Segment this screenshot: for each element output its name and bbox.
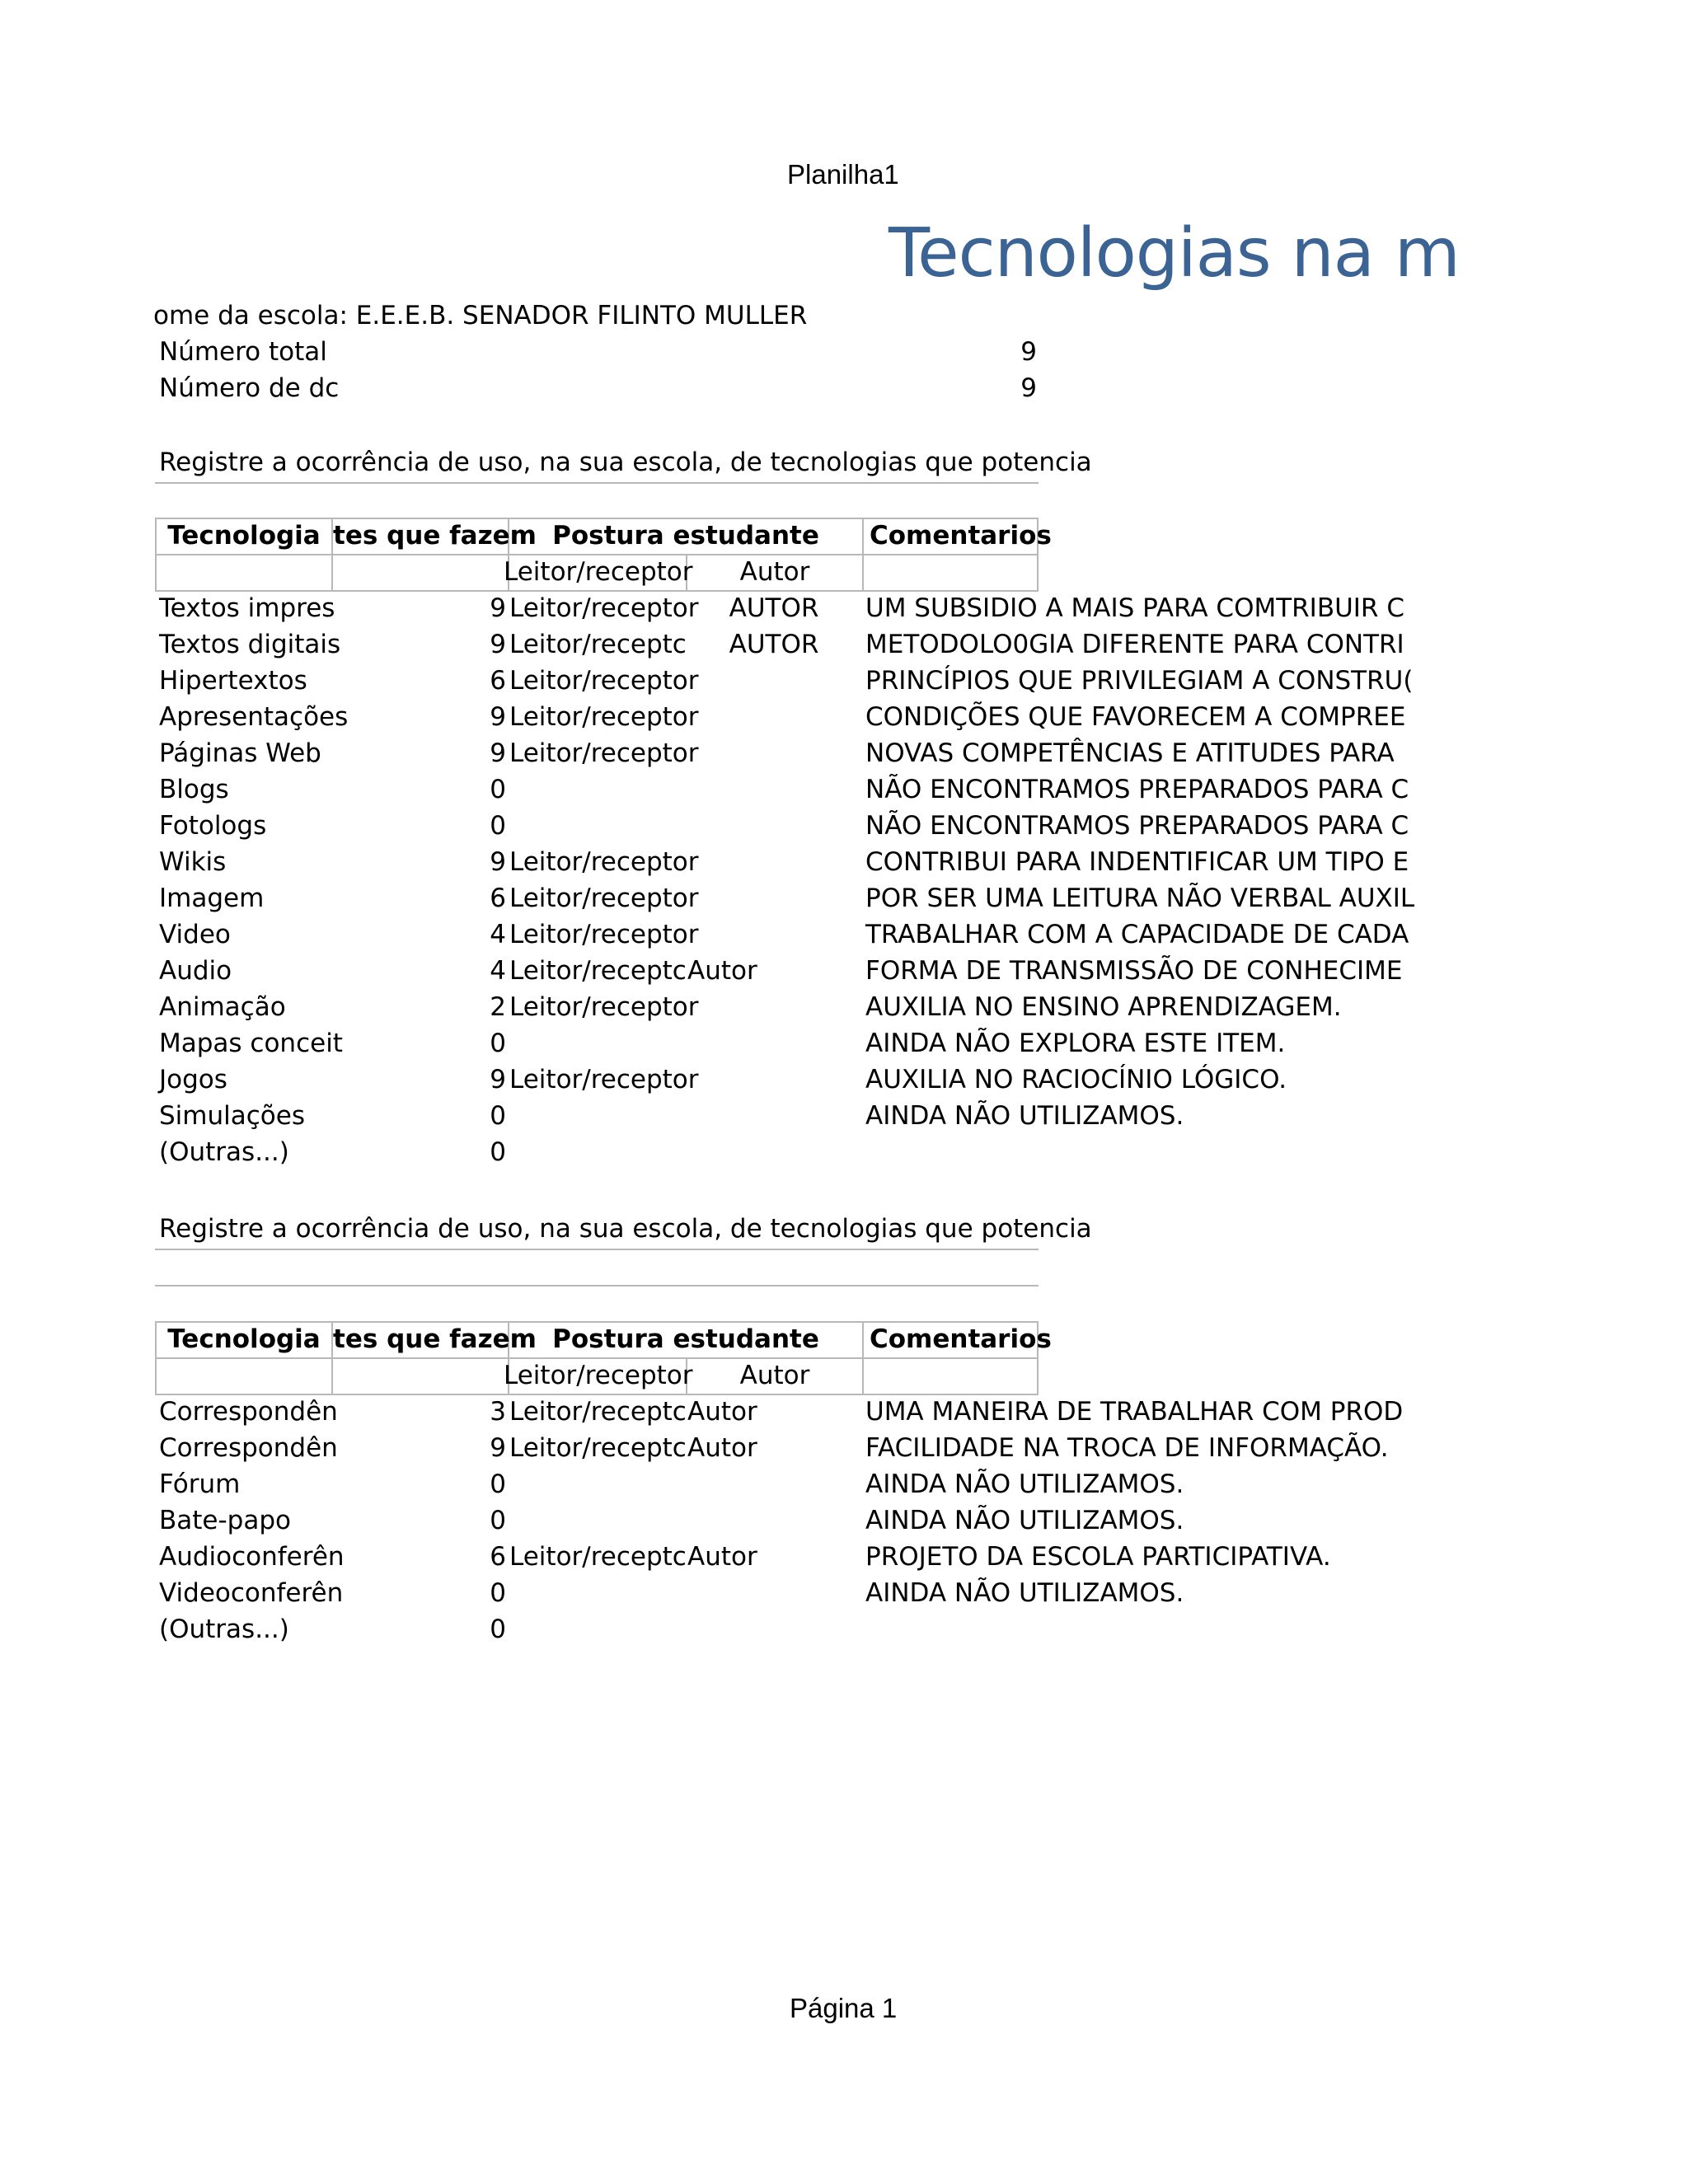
comment-cell: CONDIÇÕES QUE FAVORECEM A COMPREE bbox=[865, 702, 1406, 732]
leitor-cell: Leitor/receptor bbox=[509, 593, 699, 623]
leitor-cell bbox=[509, 771, 685, 808]
autor-cell: AUTOR bbox=[729, 630, 819, 659]
subheader-cell bbox=[155, 1357, 333, 1395]
autor-cell bbox=[687, 771, 860, 808]
autor-cell bbox=[687, 1134, 860, 1170]
count-cell: 9 bbox=[490, 1065, 506, 1094]
comment-cell: METODOLO0GIA DIFERENTE PARA CONTRI bbox=[865, 630, 1404, 659]
autor-cell: Autor bbox=[687, 956, 757, 986]
count-cell: 6 bbox=[490, 1542, 506, 1572]
subheader-cell bbox=[331, 1357, 509, 1395]
column-header-tecnologia: Tecnologia bbox=[167, 521, 321, 551]
leitor-cell bbox=[509, 1575, 685, 1611]
comment-cell: AINDA NÃO UTILIZAMOS. bbox=[865, 1469, 1184, 1499]
count-cell: 0 bbox=[490, 1506, 506, 1535]
leitor-cell: Leitor/receptor bbox=[509, 883, 699, 913]
leitor-cell bbox=[509, 1098, 685, 1134]
technology-cell: Wikis bbox=[159, 847, 227, 877]
count-cell: 0 bbox=[490, 1578, 506, 1608]
column-header-tecnologia: Tecnologia bbox=[167, 1324, 321, 1354]
technology-cell: Video bbox=[159, 920, 231, 949]
comment-cell: NOVAS COMPETÊNCIAS E ATITUDES PARA bbox=[865, 738, 1395, 768]
technology-cell: Correspondên bbox=[159, 1433, 338, 1463]
technology-cell: Fotologs bbox=[159, 811, 267, 841]
subheader-autor: Autor bbox=[739, 1361, 810, 1390]
divider bbox=[155, 482, 1039, 484]
leitor-cell: Leitor/receptor bbox=[509, 847, 699, 877]
autor-cell bbox=[687, 1025, 860, 1062]
technology-cell: Blogs bbox=[159, 775, 229, 804]
count-cell: 6 bbox=[490, 666, 506, 696]
autor-cell: Autor bbox=[687, 1397, 757, 1427]
subheader-cell bbox=[331, 554, 509, 592]
technology-cell: Audio bbox=[159, 956, 232, 986]
leitor-cell: Leitor/receptc bbox=[509, 1542, 687, 1572]
count-cell: 9 bbox=[490, 1433, 506, 1463]
subheader-leitor: Leitor/receptor bbox=[504, 557, 693, 587]
column-header-postura: Postura estudante bbox=[552, 521, 819, 551]
count-cell: 0 bbox=[490, 1137, 506, 1167]
leitor-cell: Leitor/receptor bbox=[509, 702, 699, 732]
subheader-cell bbox=[862, 554, 1039, 592]
count-cell: 9 bbox=[490, 593, 506, 623]
comment-cell: AINDA NÃO UTILIZAMOS. bbox=[865, 1506, 1184, 1535]
count-cell: 0 bbox=[490, 775, 506, 804]
leitor-cell: Leitor/receptc bbox=[509, 956, 687, 986]
technology-cell: Bate-papo bbox=[159, 1506, 291, 1535]
comment-cell: TRABALHAR COM A CAPACIDADE DE CADA bbox=[865, 920, 1409, 949]
autor-cell bbox=[687, 1062, 860, 1098]
leitor-cell bbox=[509, 1134, 685, 1170]
leitor-cell: Leitor/receptor bbox=[509, 666, 699, 696]
comment-cell: CONTRIBUI PARA INDENTIFICAR UM TIPO E bbox=[865, 847, 1409, 877]
autor-cell bbox=[687, 808, 860, 844]
comment-cell: AINDA NÃO EXPLORA ESTE ITEM. bbox=[865, 1029, 1286, 1058]
info-value: 9 bbox=[1020, 373, 1037, 403]
comment-cell: POR SER UMA LEITURA NÃO VERBAL AUXIL bbox=[865, 883, 1415, 913]
technology-cell: (Outras...) bbox=[159, 1137, 289, 1167]
count-cell: 6 bbox=[490, 883, 506, 913]
technology-cell: Imagem bbox=[159, 883, 265, 913]
comment-cell: UM SUBSIDIO A MAIS PARA COMTRIBUIR C bbox=[865, 593, 1404, 623]
technology-cell: Videoconferên bbox=[159, 1578, 344, 1608]
count-cell: 3 bbox=[490, 1397, 506, 1427]
comment-cell bbox=[865, 1611, 1393, 1647]
leitor-cell: Leitor/receptor bbox=[509, 920, 699, 949]
technology-cell: (Outras...) bbox=[159, 1615, 289, 1644]
comment-cell: AINDA NÃO UTILIZAMOS. bbox=[865, 1578, 1184, 1608]
comment-cell: FORMA DE TRANSMISSÃO DE CONHECIME bbox=[865, 956, 1403, 986]
divider bbox=[155, 1285, 1039, 1286]
leitor-cell: Leitor/receptor bbox=[509, 1065, 699, 1094]
comment-cell: PRINCÍPIOS QUE PRIVILEGIAM A CONSTRU( bbox=[865, 666, 1414, 696]
autor-cell bbox=[687, 1502, 860, 1539]
count-cell: 0 bbox=[490, 811, 506, 841]
autor-cell bbox=[687, 1098, 860, 1134]
autor-cell bbox=[687, 916, 860, 953]
count-cell: 0 bbox=[490, 1615, 506, 1644]
leitor-cell bbox=[509, 1466, 685, 1502]
leitor-cell bbox=[509, 1502, 685, 1539]
count-cell: 0 bbox=[490, 1101, 506, 1131]
section-intro: Registre a ocorrência de uso, na sua escola, de tecnologias que potencia bbox=[159, 448, 1092, 477]
subheader-autor: Autor bbox=[739, 557, 810, 587]
count-cell: 0 bbox=[490, 1029, 506, 1058]
column-header-comentarios: Comentarios bbox=[870, 1324, 1052, 1354]
comment-cell bbox=[865, 1134, 1393, 1170]
leitor-cell: Leitor/receptc bbox=[509, 1397, 687, 1427]
autor-cell: Autor bbox=[687, 1433, 757, 1463]
info-value: 9 bbox=[1020, 337, 1037, 367]
autor-cell bbox=[687, 1466, 860, 1502]
technology-cell: Animação bbox=[159, 992, 286, 1022]
autor-cell bbox=[687, 735, 860, 771]
leitor-cell: Leitor/receptc bbox=[509, 630, 687, 659]
leitor-cell: Leitor/receptor bbox=[509, 992, 699, 1022]
school-name: ome da escola: E.E.E.B. SENADOR FILINTO MULLER bbox=[153, 301, 808, 330]
column-header-postura: Postura estudante bbox=[552, 1324, 819, 1354]
count-cell: 9 bbox=[490, 702, 506, 732]
column-header-docentes: tes que fazem bbox=[333, 1324, 537, 1354]
divider bbox=[155, 1249, 1039, 1250]
comment-cell: FACILIDADE NA TROCA DE INFORMAÇÃO. bbox=[865, 1433, 1389, 1463]
subheader-cell bbox=[862, 1357, 1039, 1395]
autor-cell: Autor bbox=[687, 1542, 757, 1572]
leitor-cell bbox=[509, 1025, 685, 1062]
technology-cell: Fórum bbox=[159, 1469, 241, 1499]
autor-cell bbox=[687, 1575, 860, 1611]
autor-cell bbox=[687, 663, 860, 699]
count-cell: 2 bbox=[490, 992, 506, 1022]
technology-cell: Páginas Web bbox=[159, 738, 321, 768]
subheader-cell bbox=[155, 554, 333, 592]
count-cell: 4 bbox=[490, 956, 506, 986]
technology-cell: Mapas conceit bbox=[159, 1029, 343, 1058]
count-cell: 9 bbox=[490, 847, 506, 877]
subheader-leitor: Leitor/receptor bbox=[504, 1361, 693, 1390]
page-footer: Página 1 bbox=[790, 1993, 898, 2023]
technology-cell: Hipertextos bbox=[159, 666, 307, 696]
comment-cell: NÃO ENCONTRAMOS PREPARADOS PARA C bbox=[865, 811, 1409, 841]
sheet-title: Tecnologias na m bbox=[889, 214, 1460, 293]
technology-cell: Textos impres bbox=[159, 593, 335, 623]
autor-cell bbox=[687, 989, 860, 1025]
count-cell: 9 bbox=[490, 630, 506, 659]
technology-cell: Correspondên bbox=[159, 1397, 338, 1427]
column-header-docentes: tes que fazem bbox=[333, 521, 537, 551]
autor-cell bbox=[687, 699, 860, 735]
autor-cell: AUTOR bbox=[729, 593, 819, 623]
technology-cell: Simulações bbox=[159, 1101, 305, 1131]
info-label: Número total bbox=[159, 337, 327, 367]
leitor-cell bbox=[509, 808, 685, 844]
comment-cell: UMA MANEIRA DE TRABALHAR COM PROD bbox=[865, 1397, 1404, 1427]
autor-cell bbox=[687, 880, 860, 916]
section-intro: Registre a ocorrência de uso, na sua escola, de tecnologias que potencia bbox=[159, 1214, 1092, 1244]
comment-cell: NÃO ENCONTRAMOS PREPARADOS PARA C bbox=[865, 775, 1409, 804]
technology-cell: Audioconferên bbox=[159, 1542, 345, 1572]
leitor-cell: Leitor/receptc bbox=[509, 1433, 687, 1463]
technology-cell: Textos digitais bbox=[159, 630, 341, 659]
count-cell: 0 bbox=[490, 1469, 506, 1499]
autor-cell bbox=[687, 844, 860, 880]
count-cell: 4 bbox=[490, 920, 506, 949]
count-cell: 9 bbox=[490, 738, 506, 768]
column-header-comentarios: Comentarios bbox=[870, 521, 1052, 551]
page-header: Planilha1 bbox=[787, 159, 899, 190]
comment-cell: PROJETO DA ESCOLA PARTICIPATIVA. bbox=[865, 1542, 1331, 1572]
autor-cell bbox=[687, 1611, 860, 1647]
leitor-cell bbox=[509, 1611, 685, 1647]
info-label: Número de dc bbox=[159, 373, 340, 403]
leitor-cell: Leitor/receptor bbox=[509, 738, 699, 768]
technology-cell: Apresentações bbox=[159, 702, 349, 732]
comment-cell: AUXILIA NO ENSINO APRENDIZAGEM. bbox=[865, 992, 1342, 1022]
comment-cell: AUXILIA NO RACIOCÍNIO LÓGICO. bbox=[865, 1065, 1287, 1094]
comment-cell: AINDA NÃO UTILIZAMOS. bbox=[865, 1101, 1184, 1131]
technology-cell: Jogos bbox=[159, 1065, 227, 1094]
